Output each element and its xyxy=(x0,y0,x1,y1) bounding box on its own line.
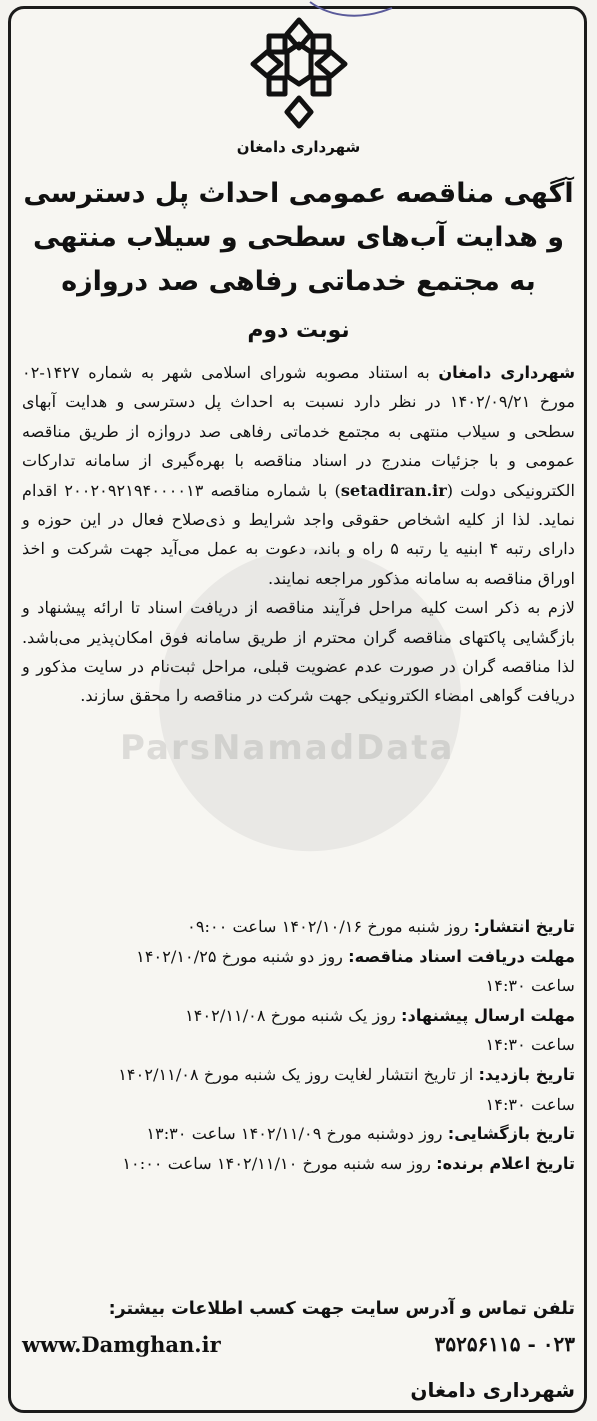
schedule-label: تاریخ اعلام برنده: xyxy=(436,1153,575,1173)
schedule-label: تاریخ انتشار: xyxy=(473,917,575,936)
title-line: آگهی مناقصه عمومی احداث پل دسترسی xyxy=(23,178,574,209)
schedule-label: مهلت دریافت اسناد مناقصه: xyxy=(348,946,575,966)
body-paragraph-1 xyxy=(22,358,575,593)
notice-body xyxy=(22,358,575,711)
schedule-item xyxy=(22,1119,575,1149)
signature: شهرداری دامغان xyxy=(410,1378,575,1402)
schedule-time: ساعت ۱۴:۳۰ xyxy=(485,1094,575,1114)
notice-title xyxy=(10,172,587,304)
contact-heading: تلفن تماس و آدرس سایت جهت کسب اطلاعات بیشتر: xyxy=(108,1299,575,1319)
title-line: و هدایت آب‌های سطحی و سیلاب منتهی xyxy=(33,222,564,253)
website-link[interactable]: www.Damghan.ir xyxy=(22,1331,221,1357)
schedule-value: روز شنبه مورخ ۱۴۰۲/۱۰/۱۶ ساعت ۰۹:۰۰ xyxy=(187,917,474,936)
body-paragraph-2: لازم به ذکر است کلیه مراحل فرآیند مناقصه از دریافت اسناد تا ارائه پیشنهاد و بازگشایی پاکتهای مناقصه گران محترم از طریق سامانه فوق امکان‌پذیر می‌باشد. لذا مناقصه گران در صورت عدم عضویت قبلی، مراحل ثبت‌نام در سایت مذکور و دریافت گواهی امضاء الکترونیکی جهت شرکت در مناقصه را محقق سازند. xyxy=(22,598,575,706)
org-name: شهرداری دامغان xyxy=(438,363,576,382)
schedule-value: روز دوشنبه مورخ ۱۴۰۲/۱۱/۰۹ ساعت ۱۳:۳۰ xyxy=(146,1124,448,1144)
notice-round: نوبت دوم xyxy=(247,318,350,343)
schedule-item xyxy=(22,1060,575,1119)
watermark-text: ParsNamadData xyxy=(120,728,455,768)
schedule-label: تاریخ بازدید: xyxy=(478,1064,575,1084)
schedule-value: از تاریخ انتشار لغایت روز یک شنبه مورخ ۱۴۰۲/۱۱/۰۸ xyxy=(118,1064,479,1084)
body-text-1b: ) با شماره مناقصه ۲۰۰۲۰۹۲۱۹۴۰۰۰۰۱۳ اقدام نماید. لذا از کلیه اشخاص حقوقی واجد شرایط و ذی‌صلاح فعال در این حوزه و دارای رتبه ۴ ابنیه یا رتبه ۵ راه و باند، دعوت به عمل می‌آید جهت شرکت و اخذ اوراق مناقصه به سامانه مذکور مراجعه نمایند. xyxy=(22,480,575,588)
body-text-1: به استناد مصوبه شورای اسلامی شهر به شماره ۱۴۲۷-۰۲ مورخ ۱۴۰۲/۰۹/۲۱ در نظر دارد نسبت به احداث پل دسترسی و هدایت آبهای سطحی و سیلاب منتهی به مجتمع خدماتی رفاهی صد دروازه از طریق مناقصه عمومی و با جزئیات مندرج در اسناد مناقصه با بهره‌گیری از سامانه تدارکات الکترونیکی دولت ( xyxy=(22,363,575,500)
municipality-emblem-icon xyxy=(239,14,359,132)
schedule-time: ساعت ۱۴:۳۰ xyxy=(485,976,575,996)
schedule-item xyxy=(22,1001,575,1060)
contact-phone: ۰۲۳ - ۳۵۲۵۶۱۱۵ xyxy=(434,1332,575,1356)
schedule-list xyxy=(22,912,575,1178)
setad-link: setadiran.ir xyxy=(340,480,447,500)
schedule-item xyxy=(22,912,575,942)
title-line: به مجتمع خدماتی رفاهی صد دروازه xyxy=(61,266,536,297)
schedule-value: روز دو شنبه مورخ ۱۴۰۲/۱۰/۲۵ xyxy=(136,946,349,966)
contact-line xyxy=(22,1324,575,1364)
contact-section xyxy=(22,1294,575,1402)
schedule-label: مهلت ارسال پیشنهاد: xyxy=(401,1005,575,1025)
schedule-value: روز سه شنبه مورخ ۱۴۰۲/۱۱/۱۰ ساعت ۱۰:۰۰ xyxy=(122,1153,437,1173)
municipality-logo xyxy=(219,14,379,156)
schedule-value: روز یک شنبه مورخ ۱۴۰۲/۱۱/۰۸ xyxy=(185,1005,402,1025)
schedule-item xyxy=(22,942,575,1001)
schedule-label: تاریخ بازگشایی: xyxy=(447,1124,575,1144)
schedule-item xyxy=(22,1149,575,1179)
schedule-time: ساعت ۱۴:۳۰ xyxy=(485,1035,575,1055)
logo-caption: شهرداری دامغان xyxy=(236,138,361,156)
